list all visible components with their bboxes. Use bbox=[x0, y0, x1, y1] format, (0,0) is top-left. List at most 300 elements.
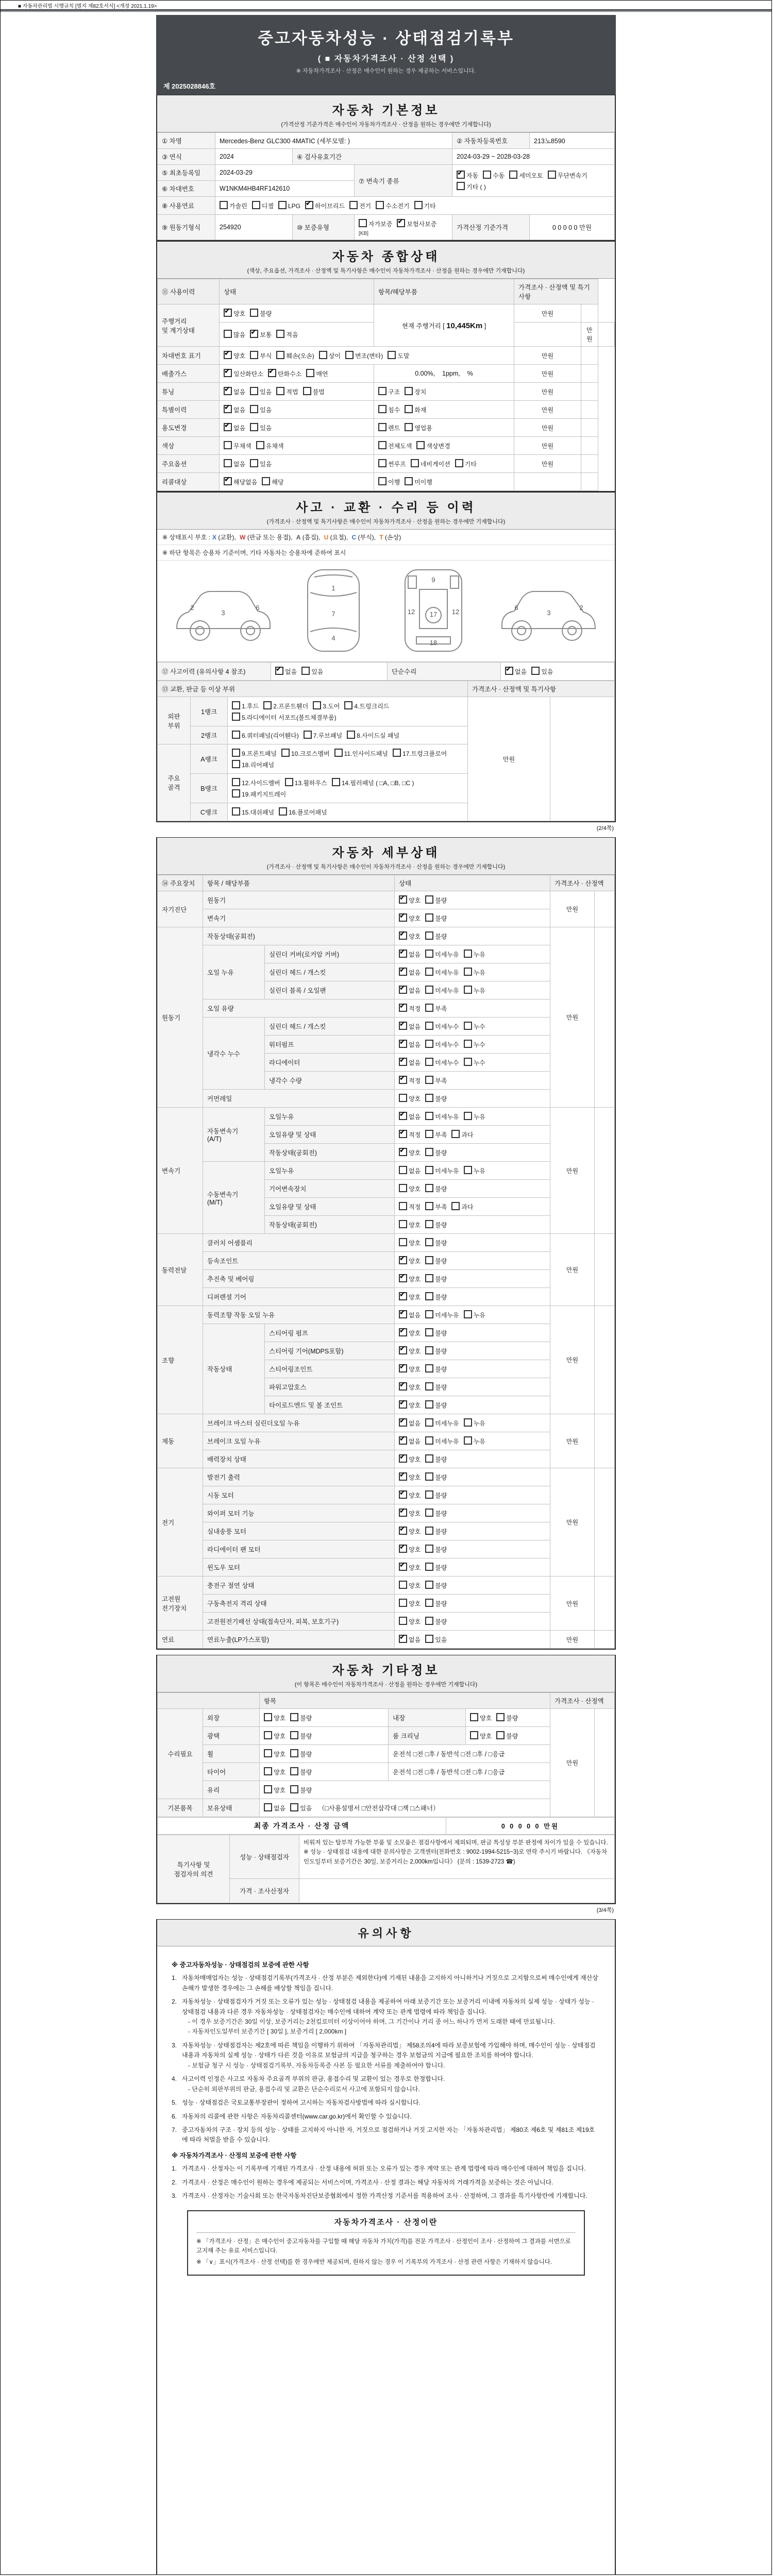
cell bbox=[395, 999, 550, 1018]
checkbox[interactable] bbox=[378, 477, 386, 485]
checkbox[interactable] bbox=[399, 1022, 407, 1030]
checkbox[interactable] bbox=[224, 477, 232, 485]
option-label: 양호 bbox=[409, 1402, 421, 1409]
checkbox[interactable] bbox=[399, 1076, 407, 1084]
checkbox[interactable] bbox=[399, 950, 407, 958]
checkbox[interactable] bbox=[509, 171, 517, 179]
checkbox[interactable] bbox=[399, 1509, 407, 1517]
checkbox[interactable] bbox=[224, 369, 232, 377]
misc-note: (이 항목은 매수인이 자동차가격조사 · 산정을 원하는 경우에만 기재합니다) bbox=[294, 1682, 478, 1688]
checkbox[interactable] bbox=[301, 667, 310, 675]
checkbox[interactable] bbox=[399, 1454, 407, 1463]
checkbox[interactable] bbox=[451, 1202, 460, 1210]
notice-body bbox=[157, 1946, 615, 2575]
checkbox[interactable] bbox=[359, 219, 367, 227]
option bbox=[232, 713, 337, 722]
checkbox[interactable] bbox=[505, 667, 513, 675]
checkbox[interactable] bbox=[347, 731, 355, 739]
cell: 타이로드엔드 및 볼 조인트 bbox=[265, 1396, 395, 1414]
option bbox=[224, 405, 245, 414]
checkbox[interactable] bbox=[464, 968, 472, 976]
cell bbox=[395, 927, 550, 945]
option bbox=[378, 477, 400, 486]
checkbox[interactable] bbox=[425, 1599, 433, 1607]
option-label: 부족 bbox=[435, 1005, 447, 1012]
checkbox[interactable] bbox=[232, 749, 240, 757]
checkbox[interactable] bbox=[399, 1635, 407, 1643]
svg-text:6: 6 bbox=[256, 604, 260, 612]
checkbox[interactable] bbox=[464, 1112, 472, 1120]
cell: 오일 누유 bbox=[203, 945, 265, 999]
option-label: 양호 bbox=[409, 1384, 421, 1391]
checkbox[interactable] bbox=[399, 1472, 407, 1481]
checkbox[interactable] bbox=[303, 387, 311, 395]
option-label: 양호 bbox=[409, 1474, 421, 1481]
option-label: 없음 bbox=[233, 388, 246, 396]
checkbox[interactable] bbox=[263, 701, 272, 709]
checkbox[interactable] bbox=[250, 387, 258, 395]
cell: 기어변속장치 bbox=[265, 1180, 395, 1198]
checkbox[interactable] bbox=[334, 749, 343, 757]
checkbox[interactable] bbox=[425, 1094, 433, 1102]
cell: 스티어링조인트 bbox=[265, 1360, 395, 1378]
cell: 수동변속기 (M/T) bbox=[203, 1162, 265, 1234]
checkbox[interactable] bbox=[399, 931, 407, 940]
table-row bbox=[158, 1835, 615, 1879]
checkbox[interactable] bbox=[378, 441, 386, 449]
checkbox[interactable] bbox=[399, 1581, 407, 1589]
checkbox[interactable] bbox=[279, 807, 287, 816]
checkbox[interactable] bbox=[425, 1581, 433, 1589]
checkbox[interactable] bbox=[313, 701, 321, 709]
checkbox[interactable] bbox=[425, 1509, 433, 1517]
checkbox[interactable] bbox=[399, 968, 407, 976]
option bbox=[425, 1635, 447, 1644]
cell: 1랭크 bbox=[191, 697, 228, 726]
checkbox[interactable] bbox=[425, 1220, 433, 1228]
checkbox[interactable] bbox=[425, 1527, 433, 1535]
checkbox[interactable] bbox=[304, 731, 312, 739]
checkbox[interactable] bbox=[397, 219, 405, 227]
checkbox[interactable] bbox=[464, 986, 472, 994]
checkbox[interactable] bbox=[264, 1749, 272, 1757]
checkbox[interactable] bbox=[345, 351, 354, 359]
option bbox=[411, 459, 450, 468]
checkbox[interactable] bbox=[425, 1490, 433, 1499]
checkbox[interactable] bbox=[425, 1148, 433, 1156]
checkbox[interactable] bbox=[378, 405, 386, 413]
checkbox[interactable] bbox=[455, 459, 463, 467]
checkbox[interactable] bbox=[425, 1238, 433, 1246]
cell bbox=[215, 197, 615, 215]
checkbox[interactable] bbox=[305, 201, 313, 209]
checkbox[interactable] bbox=[399, 1166, 407, 1174]
checkbox[interactable] bbox=[425, 1617, 433, 1625]
checkbox[interactable] bbox=[232, 731, 240, 739]
checkbox[interactable] bbox=[425, 1202, 433, 1210]
accident-title: 사고 · 교환 · 수리 등 이력 bbox=[296, 501, 476, 515]
option-label: 네비게이션 bbox=[420, 461, 450, 468]
checkbox[interactable] bbox=[256, 441, 264, 449]
checkbox[interactable] bbox=[425, 1635, 433, 1643]
svg-text:2: 2 bbox=[190, 604, 194, 612]
checkbox[interactable] bbox=[264, 1803, 272, 1811]
checkbox[interactable] bbox=[425, 1310, 433, 1318]
checkbox[interactable] bbox=[411, 459, 419, 467]
checkbox[interactable] bbox=[425, 913, 433, 922]
checkbox[interactable] bbox=[425, 1545, 433, 1553]
option-label: 미세누유 bbox=[435, 1167, 459, 1175]
option-label: 양호 bbox=[409, 1528, 421, 1535]
checkbox[interactable] bbox=[464, 1418, 472, 1427]
cell: 주요 골격 bbox=[158, 744, 191, 821]
checkbox[interactable] bbox=[425, 1436, 433, 1445]
checkbox[interactable] bbox=[470, 1713, 478, 1721]
checkbox[interactable] bbox=[378, 459, 386, 467]
option-label: 양호 bbox=[409, 1240, 421, 1247]
checkbox[interactable] bbox=[464, 1436, 472, 1445]
checkbox[interactable] bbox=[405, 387, 413, 395]
checkbox[interactable] bbox=[250, 309, 258, 317]
checkbox[interactable] bbox=[425, 1040, 433, 1048]
checkbox[interactable] bbox=[464, 1058, 472, 1066]
option-label: 불량 bbox=[300, 1733, 312, 1740]
checkbox[interactable] bbox=[425, 1346, 433, 1354]
checkbox[interactable] bbox=[319, 351, 327, 359]
option bbox=[399, 1490, 421, 1500]
checkbox[interactable] bbox=[496, 1731, 505, 1739]
checkbox[interactable] bbox=[224, 351, 232, 359]
table-row bbox=[158, 1522, 615, 1540]
checkbox[interactable] bbox=[496, 1713, 505, 1721]
option-label: 누유 bbox=[473, 1420, 485, 1427]
checkbox[interactable] bbox=[232, 778, 240, 786]
cell: 휠 bbox=[203, 1745, 260, 1763]
misc-info-section bbox=[156, 1655, 616, 1904]
cell bbox=[220, 473, 374, 491]
option-label: 미세누유 bbox=[435, 1113, 459, 1121]
car-view-under bbox=[390, 566, 477, 654]
checkbox[interactable] bbox=[425, 1418, 433, 1427]
option-label: 불량 bbox=[435, 1366, 447, 1373]
cell: ⑭ 주요장치 bbox=[158, 875, 203, 891]
checkbox[interactable] bbox=[276, 387, 284, 395]
checkbox[interactable] bbox=[399, 1148, 407, 1156]
checkbox[interactable] bbox=[399, 1058, 407, 1066]
option-label: 미세누수 bbox=[435, 1059, 459, 1066]
checkbox[interactable] bbox=[224, 405, 232, 413]
checkbox[interactable] bbox=[464, 1022, 472, 1030]
cell: 오일유량 및 상태 bbox=[265, 1126, 395, 1144]
checkbox[interactable] bbox=[399, 1184, 407, 1192]
svg-text:6: 6 bbox=[514, 604, 518, 612]
checkbox[interactable] bbox=[399, 895, 407, 904]
checkbox[interactable] bbox=[306, 369, 314, 377]
option-label: 미세누유 bbox=[435, 987, 459, 994]
option-label: 불량 bbox=[435, 1456, 447, 1463]
checkbox[interactable] bbox=[425, 1364, 433, 1372]
checkbox[interactable] bbox=[290, 1713, 298, 1721]
checkbox[interactable] bbox=[278, 201, 287, 209]
checkbox[interactable] bbox=[376, 201, 384, 209]
checkbox[interactable] bbox=[425, 1274, 433, 1282]
checkbox[interactable] bbox=[344, 701, 352, 709]
option bbox=[496, 1731, 518, 1740]
cell bbox=[395, 1306, 550, 1324]
checkbox[interactable] bbox=[250, 423, 258, 431]
option-label: 양호 bbox=[274, 1733, 286, 1740]
checkbox[interactable] bbox=[464, 950, 472, 958]
legend-code: T bbox=[379, 534, 383, 541]
table-row bbox=[158, 1450, 615, 1468]
option bbox=[224, 351, 245, 360]
cell: 동력전달 bbox=[158, 1234, 203, 1306]
checkbox[interactable] bbox=[232, 713, 240, 721]
checkbox[interactable] bbox=[399, 1004, 407, 1012]
checkbox[interactable] bbox=[405, 423, 413, 431]
checkbox[interactable] bbox=[224, 459, 232, 467]
checkbox[interactable] bbox=[483, 171, 491, 179]
checkbox[interactable] bbox=[252, 201, 260, 209]
checkbox[interactable] bbox=[250, 351, 258, 359]
checkbox[interactable] bbox=[425, 931, 433, 940]
checkbox[interactable] bbox=[399, 1112, 407, 1120]
cell bbox=[220, 347, 514, 365]
document-title: 중고자동차성능 · 상태점검기록부 bbox=[258, 29, 514, 47]
checkbox[interactable] bbox=[393, 749, 401, 757]
cell bbox=[299, 1879, 615, 1903]
checkbox[interactable] bbox=[332, 778, 340, 786]
checkbox[interactable] bbox=[264, 1731, 272, 1739]
cell: 최종 가격조사 · 산정 금액 bbox=[158, 1818, 446, 1835]
accident-history-table bbox=[157, 662, 615, 681]
cell bbox=[581, 401, 598, 419]
cell bbox=[228, 803, 468, 821]
checkbox[interactable] bbox=[425, 895, 433, 904]
checkbox[interactable] bbox=[425, 1184, 433, 1192]
checkbox[interactable] bbox=[264, 1713, 272, 1721]
checkbox[interactable] bbox=[268, 369, 276, 377]
cell bbox=[395, 1324, 550, 1342]
checkbox[interactable] bbox=[232, 789, 240, 798]
checkbox[interactable] bbox=[399, 1545, 407, 1553]
checkbox[interactable] bbox=[290, 1803, 298, 1811]
checkbox[interactable] bbox=[425, 950, 433, 958]
checkbox[interactable] bbox=[399, 1238, 407, 1246]
checkbox[interactable] bbox=[399, 1599, 407, 1607]
checkbox[interactable] bbox=[281, 749, 290, 757]
option-label: 불량 bbox=[435, 933, 447, 940]
checkbox[interactable] bbox=[224, 441, 232, 449]
checkbox[interactable] bbox=[399, 1418, 407, 1427]
option-label: 무단변속기 bbox=[557, 172, 587, 179]
checkbox[interactable] bbox=[250, 459, 258, 467]
cell bbox=[158, 1693, 260, 1709]
checkbox[interactable] bbox=[399, 986, 407, 994]
checkbox[interactable] bbox=[275, 667, 283, 675]
checkbox[interactable] bbox=[224, 387, 232, 395]
checkbox[interactable] bbox=[405, 405, 413, 413]
option bbox=[425, 986, 459, 995]
option bbox=[399, 1346, 421, 1355]
checkbox[interactable] bbox=[399, 1094, 407, 1102]
checkbox[interactable] bbox=[464, 1310, 472, 1318]
cell bbox=[260, 1745, 389, 1763]
option-label: 있음 bbox=[311, 668, 324, 675]
option bbox=[399, 1202, 421, 1211]
checkbox[interactable] bbox=[399, 1220, 407, 1228]
checkbox[interactable] bbox=[425, 1382, 433, 1391]
svg-text:3: 3 bbox=[547, 609, 551, 617]
table-row bbox=[158, 697, 615, 726]
checkbox[interactable] bbox=[451, 1130, 460, 1138]
option-label: 양호 bbox=[409, 1564, 421, 1571]
checkbox[interactable] bbox=[425, 1130, 433, 1138]
checkbox[interactable] bbox=[464, 1040, 472, 1048]
checkbox[interactable] bbox=[224, 423, 232, 431]
checkbox[interactable] bbox=[388, 351, 396, 359]
option-label: 양호 bbox=[409, 1456, 421, 1463]
checkbox[interactable] bbox=[378, 423, 386, 431]
checkbox[interactable] bbox=[290, 1767, 298, 1775]
option bbox=[250, 423, 272, 432]
checkbox[interactable] bbox=[470, 1731, 478, 1739]
checkbox[interactable] bbox=[548, 171, 556, 179]
checkbox[interactable] bbox=[220, 201, 228, 209]
checkbox[interactable] bbox=[399, 1256, 407, 1264]
checkbox[interactable] bbox=[425, 1058, 433, 1066]
checkbox[interactable] bbox=[414, 201, 423, 209]
checkbox[interactable] bbox=[349, 201, 358, 209]
checkbox[interactable] bbox=[399, 1292, 407, 1300]
checkbox[interactable] bbox=[399, 1328, 407, 1336]
option-label: 부족 bbox=[435, 1204, 447, 1211]
checkbox[interactable] bbox=[425, 1022, 433, 1030]
checkbox[interactable] bbox=[425, 1472, 433, 1481]
checkbox[interactable] bbox=[399, 1130, 407, 1138]
checkbox[interactable] bbox=[399, 1364, 407, 1372]
cell bbox=[220, 365, 374, 383]
table-row bbox=[158, 945, 615, 963]
checkbox[interactable] bbox=[425, 1166, 433, 1174]
option-label: 불량 bbox=[435, 1348, 447, 1355]
option-label: 누수 bbox=[473, 1023, 485, 1030]
checkbox[interactable] bbox=[457, 182, 465, 190]
detail-header bbox=[157, 838, 615, 875]
checkbox[interactable] bbox=[232, 701, 240, 709]
cell: 실린더 커버(로커암 커버) bbox=[265, 945, 395, 963]
notice-item: 2. 자동차성능 · 상태점검자가 거짓 또는 오류가 있는 성능 · 상태점검 내용을 제공하여 아래 보증기간 또는 보증거리 이내에 자동차의 실제 성능 · 상태가 성능 · 상태점검 내용과 다른 경우 자동차성능 · 상태점검자는 매수인에 대하여 계약 또는 관계 법령에 따라 책임을 집니다. - 이 경우 보증기간은 30일 이상, 보증거리는 2천킬로미터 이상이어야 하며, 그 기간이나 거리 중 어느 하나가 먼저 도래한 때에 만료됩니다. - 자동차인도일부터 보증기간 [ 30일 ], 보증거리 [ 2,000km ] bbox=[172, 1998, 594, 2036]
checkbox[interactable] bbox=[232, 760, 240, 768]
overall-header bbox=[157, 242, 615, 279]
cell: 수리필요 bbox=[158, 1709, 203, 1799]
checkbox[interactable] bbox=[285, 778, 293, 786]
checkbox[interactable] bbox=[425, 1076, 433, 1084]
checkbox[interactable] bbox=[399, 1617, 407, 1625]
cell bbox=[374, 383, 514, 401]
option-label: 양호 bbox=[409, 897, 421, 904]
option-label: 적정 bbox=[409, 1077, 421, 1084]
checkbox[interactable] bbox=[290, 1785, 298, 1793]
checkbox[interactable] bbox=[232, 807, 240, 816]
checkbox[interactable] bbox=[425, 1454, 433, 1463]
checkbox[interactable] bbox=[425, 968, 433, 976]
cell: 색상 bbox=[158, 437, 220, 455]
option-label: 전체도색 bbox=[388, 443, 412, 450]
checkbox[interactable] bbox=[405, 477, 413, 485]
checkbox[interactable] bbox=[250, 330, 258, 338]
cell: ④ 검사유효기간 bbox=[293, 149, 452, 165]
cell bbox=[395, 1144, 550, 1162]
checkbox[interactable] bbox=[399, 1527, 407, 1535]
checkbox[interactable] bbox=[290, 1749, 298, 1757]
cell: 브레이크 오일 누유 bbox=[203, 1432, 395, 1450]
cell: 만원 bbox=[550, 1234, 595, 1306]
checkbox[interactable] bbox=[457, 171, 465, 179]
checkbox[interactable] bbox=[531, 667, 540, 675]
option-label: 없음 bbox=[409, 1113, 421, 1121]
checkbox[interactable] bbox=[224, 330, 232, 338]
checkbox[interactable] bbox=[250, 405, 258, 413]
option bbox=[399, 1436, 421, 1446]
checkbox[interactable] bbox=[399, 1563, 407, 1571]
checkbox[interactable] bbox=[399, 1040, 407, 1048]
checkbox[interactable] bbox=[416, 441, 425, 449]
option bbox=[425, 1310, 459, 1319]
checkbox[interactable] bbox=[399, 1436, 407, 1445]
checkbox[interactable] bbox=[425, 986, 433, 994]
checkbox[interactable] bbox=[425, 1256, 433, 1264]
checkbox[interactable] bbox=[264, 1767, 272, 1775]
cell: 주행거리 및 계기상태 bbox=[158, 304, 220, 347]
checkbox[interactable] bbox=[290, 1731, 298, 1739]
svg-text:12: 12 bbox=[451, 608, 460, 616]
checkbox[interactable] bbox=[378, 387, 386, 395]
page-marker-2: (2/4쪽) bbox=[596, 825, 614, 832]
checkbox[interactable] bbox=[425, 1563, 433, 1571]
option bbox=[397, 219, 436, 228]
car-view-top bbox=[295, 566, 372, 654]
checkbox[interactable] bbox=[399, 1310, 407, 1318]
checkbox[interactable] bbox=[425, 1112, 433, 1120]
checkbox[interactable] bbox=[425, 1004, 433, 1012]
checkbox[interactable] bbox=[425, 1400, 433, 1409]
checkbox[interactable] bbox=[399, 1400, 407, 1409]
option bbox=[250, 330, 272, 339]
checkbox[interactable] bbox=[425, 1292, 433, 1300]
checkbox[interactable] bbox=[276, 330, 284, 338]
checkbox[interactable] bbox=[276, 351, 284, 359]
checkbox[interactable] bbox=[262, 477, 270, 485]
table-row bbox=[158, 1306, 615, 1324]
cell: 기본품목 bbox=[158, 1799, 203, 1817]
checkbox[interactable] bbox=[425, 1328, 433, 1336]
checkbox[interactable] bbox=[224, 309, 232, 317]
cell bbox=[395, 1054, 550, 1072]
cell: 냉각수 누수 bbox=[203, 1018, 265, 1090]
cell: 튜닝 bbox=[158, 383, 220, 401]
checkbox[interactable] bbox=[399, 1490, 407, 1499]
checkbox[interactable] bbox=[264, 1785, 272, 1793]
checkbox[interactable] bbox=[399, 1382, 407, 1391]
option-label: 미세누수 bbox=[435, 1041, 459, 1048]
checkbox[interactable] bbox=[464, 1166, 472, 1174]
checkbox[interactable] bbox=[399, 1202, 407, 1210]
cell bbox=[595, 1468, 615, 1577]
checkbox[interactable] bbox=[399, 1346, 407, 1354]
checkbox[interactable] bbox=[399, 1274, 407, 1282]
checkbox[interactable] bbox=[399, 913, 407, 922]
